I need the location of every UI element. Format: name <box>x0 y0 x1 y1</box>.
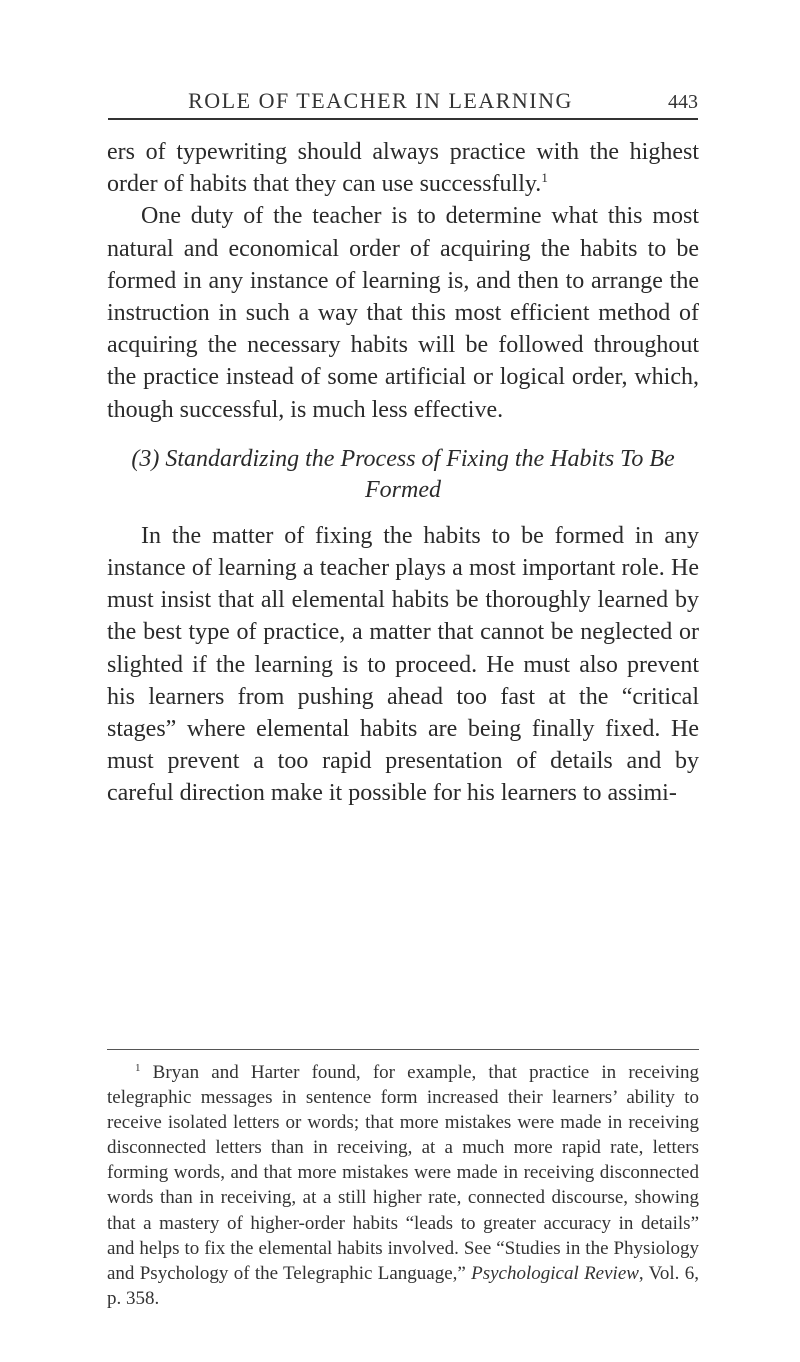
section-heading-title: Standardizing the Process of Fixing the Habits To Be Formed <box>165 445 675 503</box>
footnote-reference: 1 <box>541 170 548 186</box>
paragraph-fixing-habits: In the matter of fixing the habits to be formed in any instance of learning a teacher plays a most important role. He must insist that all elemental habits be thoroughly learned by the best type of practice, a matter that cannot be neglected or slighted if the learning is to proceed. He must also prevent his learners from pushing ahead too fast at the “critical stages” where elemental habits are being finally fixed. He must prevent a too rapid presentation of details and by careful direction make it possible for his learners to assimi- <box>107 522 699 807</box>
section-heading <box>107 444 699 506</box>
running-head <box>108 88 698 120</box>
paragraph-continuation <box>107 136 699 200</box>
running-head-title: ROLE OF TEACHER IN LEARNING <box>188 88 573 113</box>
page-number: 443 <box>668 91 698 113</box>
footnote-text: Bryan and Harter found, for example, that practice in receiving telegraphic messages in sentence form increased their learners’ ability to receive isolated letters or words; that more mistakes were made in receiving disconnected letters than in receiving, at a much more rapid rate, letters forming words, and that more mistakes were made in receiving disconnected words than in receiving, at a still higher rate, connected discourse, showing that a mastery of higher-order habits “leads to greater accuracy in details” and helps to fix the elemental habits involved. See “Studies in the Physiology and Psychology of the Telegraphic Language,” <box>107 1062 700 1284</box>
footnote-journal: Psychological Review <box>471 1262 639 1284</box>
footnote <box>107 1060 699 1311</box>
footnote-citation: , Vol. 6, p. 358. <box>107 1262 699 1309</box>
body-text <box>107 136 699 810</box>
section-heading-number: (3) <box>131 445 160 472</box>
footnotes <box>107 1060 699 1311</box>
paragraph-teacher-duty: One duty of the teacher is to determine what this most natural and economical order of acquiring the habits to be formed in any instance of learning is, and then to arrange the instruction in such a way that this most efficient method of acquiring the necessary habits will be followed throughout the practice instead of some artificial or logical order, which, though successful, is much less effective. <box>107 203 699 423</box>
footnote-marker: 1 <box>135 1062 141 1074</box>
footnote-divider <box>107 1049 699 1050</box>
paragraph-continuation-text: ers of typewriting should always practice with the highest order of habits that they can use successfully. <box>107 139 699 198</box>
